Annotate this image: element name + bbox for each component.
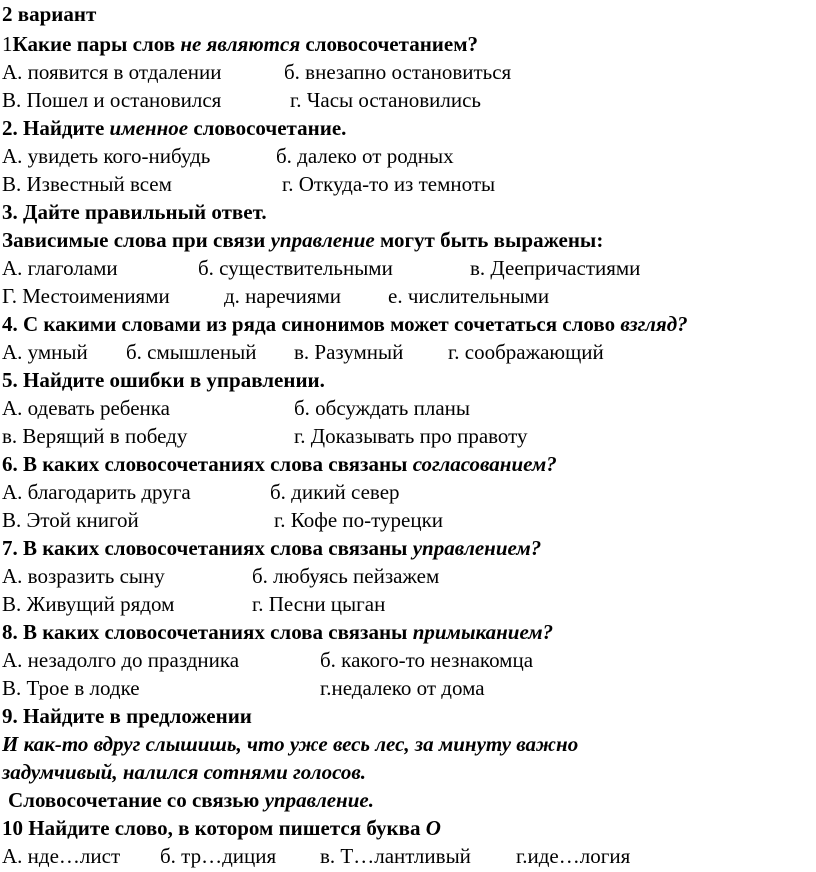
- question-6: 6. В каких словосочетаниях слова связаны согласованием?: [2, 452, 557, 476]
- option-a: А. умный: [2, 340, 88, 364]
- option-a: А. возразить сыну: [2, 564, 165, 588]
- q7-options-row-1: [2, 562, 814, 590]
- option-d: г.недалеко от дома: [320, 676, 485, 700]
- q7-options-row-2: [2, 590, 814, 618]
- question-1-number: 1: [2, 32, 13, 56]
- q3-options-row-2: [2, 282, 814, 310]
- q2-options-row-1: [2, 142, 814, 170]
- option-b: б. обсуждать планы: [294, 396, 470, 420]
- option-c: в. Т…лантливый: [320, 844, 471, 868]
- option-d: г. соображающий: [448, 340, 604, 364]
- question-5: 5. Найдите ошибки в управлении.: [2, 368, 325, 392]
- option-f: е. числительными: [388, 284, 550, 308]
- option-d: г. Доказывать про правоту: [294, 424, 528, 448]
- option-c: в. Деепричастиями: [470, 256, 641, 280]
- question-3-title: 3. Дайте правильный ответ.: [2, 200, 267, 224]
- question-3: Зависимые слова при связи управление могут быть выражены:: [2, 228, 604, 252]
- option-c: в. Верящий в победу: [2, 424, 188, 448]
- question-1: 1Какие пары слов не являются словосочетанием?: [2, 32, 479, 56]
- option-a: А. незадолго до праздника: [2, 648, 240, 672]
- q6-options-row-2: [2, 506, 814, 534]
- question-4: 4. С какими словами из ряда синонимов может сочетаться слово взгляд?: [2, 312, 688, 336]
- option-d: г. Откуда-то из темноты: [282, 172, 496, 196]
- q5-options-row-1: [2, 394, 814, 422]
- q8-options-row-1: [2, 646, 814, 674]
- question-10: 10 Найдите слово, в котором пишется буква О: [2, 816, 441, 840]
- option-a: А. нде…лист: [2, 844, 121, 868]
- q2-options-row-2: [2, 170, 814, 198]
- option-a: А. увидеть кого-нибудь: [2, 144, 211, 168]
- question-2: 2. Найдите именное словосочетание.: [2, 116, 347, 140]
- q8-options-row-2: [2, 674, 814, 702]
- option-b: б. смышленый: [126, 340, 257, 364]
- option-d: г. Песни цыган: [252, 592, 386, 616]
- option-b: б. тр…диция: [160, 844, 277, 868]
- option-c: в. Разумный: [294, 340, 404, 364]
- question-8: 8. В каких словосочетаниях слова связаны примыканием?: [2, 620, 554, 644]
- variant-title: 2 вариант: [2, 2, 97, 26]
- option-b: б. любуясь пейзажем: [252, 564, 440, 588]
- q5-options-row-2: [2, 422, 814, 450]
- option-b: б. какого-то незнакомца: [320, 648, 534, 672]
- q9-sentence-line-1: И как-то вдруг слышишь, что уже весь лес, за минуту важно: [2, 732, 579, 756]
- option-c: В. Трое в лодке: [2, 676, 140, 700]
- option-a: А. глаголами: [2, 256, 118, 280]
- option-b: б. дикий север: [270, 480, 400, 504]
- option-a: А. одевать ребенка: [2, 396, 170, 420]
- q1-options-row-2: [2, 86, 814, 114]
- option-c: В. Известный всем: [2, 172, 172, 196]
- option-d: г.иде…логия: [516, 844, 631, 868]
- q9-sentence-line-2: задумчивый, налился сотнями голосов.: [2, 760, 366, 784]
- option-d: г. Кофе по-турецки: [274, 508, 444, 532]
- q4-options-row-1: [2, 338, 814, 366]
- question-9: 9. Найдите в предложении: [2, 704, 252, 728]
- q3-options-row-1: [2, 254, 814, 282]
- option-e: д. наречиями: [224, 284, 342, 308]
- option-d: Г. Местоимениями: [2, 284, 170, 308]
- option-c: В. Этой книгой: [2, 508, 139, 532]
- q6-options-row-1: [2, 478, 814, 506]
- option-b: б. внезапно остановиться: [284, 60, 512, 84]
- option-c: В. Живущий рядом: [2, 592, 175, 616]
- q1-options-row-1: [2, 58, 814, 86]
- option-a: А. появится в отдалении: [2, 60, 222, 84]
- question-7: 7. В каких словосочетаниях слова связаны управлением?: [2, 536, 542, 560]
- option-b: б. далеко от родных: [276, 144, 454, 168]
- option-d: г. Часы остановились: [290, 88, 481, 112]
- option-b: б. существительными: [198, 256, 393, 280]
- q9-task: Словосочетание со связью управление.: [8, 788, 374, 812]
- option-a: А. благодарить друга: [2, 480, 191, 504]
- option-c: В. Пошел и остановился: [2, 88, 222, 112]
- q10-options-row-1: [2, 842, 814, 870]
